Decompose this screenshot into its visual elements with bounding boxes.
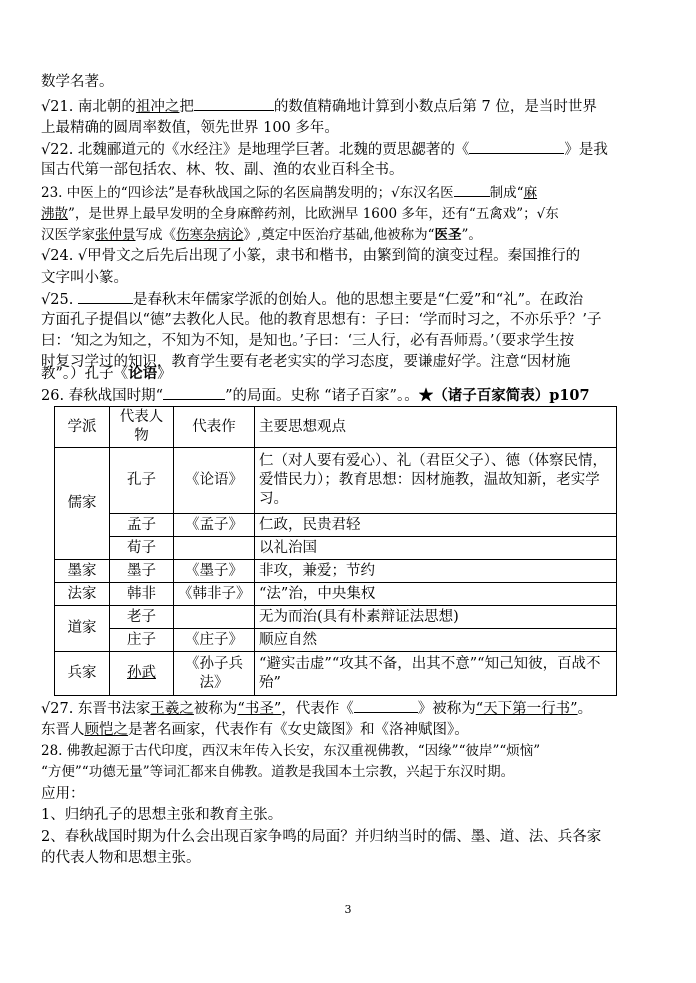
person-cell: 韩非 (110, 583, 174, 606)
work-cell: 《论语》 (174, 448, 255, 514)
section-heading: 应用： (41, 786, 85, 802)
item-22: √22. 北魏郦道元的《水经注》是地理学巨著。北魏的贾思勰著的《 》是我 (41, 139, 608, 160)
highlighted-name: 王羲之 (150, 701, 194, 717)
text-line: 文字叫小篆。 (41, 270, 128, 286)
header-cell: 主要思想观点 (255, 407, 617, 448)
school-cell: 道家 (55, 606, 110, 652)
highlighted-name: 麻 (523, 185, 538, 201)
text-line: 国古代第一部包括农、林、牧、副、渔的农业百科全书。 (41, 162, 404, 178)
work-cell: 《孙子兵法》 (174, 652, 255, 696)
table-row (55, 652, 617, 696)
item-25: √25. 是春秋末年儒家学派的创始人。他的思想主要是“仁爱”和“礼”。在政治 (41, 289, 583, 310)
item-23: 23. 中医上的“四诊法”是春秋战国之际的名医扁鹊发明的；√东汉名医 制成“麻 (41, 182, 537, 203)
text-line: 曰：‘知之为知之，不知为不知，是知也。’子曰：‘三人行，必有吾师焉。’（要求学生按 (41, 333, 575, 349)
question-1: 1、归纳孔子的思想主张和教育主张。 (41, 807, 283, 823)
work-cell: 《庄子》 (174, 629, 255, 652)
idea-cell: 以礼治国 (255, 537, 617, 560)
highlighted-name: 沸散 (41, 206, 68, 222)
idea-cell: “避实击虚”“攻其不备，出其不意”“知己知彼，百战不殆” (255, 652, 617, 696)
table-row (55, 560, 617, 583)
highlighted-name: “天下第一行书” (475, 701, 578, 717)
person-cell: 孟子 (110, 514, 174, 537)
idea-cell: 无为而治(具有朴素辩证法思想) (255, 606, 617, 629)
work-cell: 《墨子》 (174, 560, 255, 583)
bold-term: ★（诸子百家简表）p107 (418, 387, 590, 404)
work-cell (174, 537, 255, 560)
idea-cell: 非攻，兼爱；节约 (255, 560, 617, 583)
table-row (55, 537, 617, 560)
highlighted-name: 祖冲之 (135, 99, 180, 115)
idea-cell: 仁（对人要有爱心）、礼（君臣父子）、德（体察民情，爱惜民力）；教育思想：因材施教，温故知新，老实学习。 (255, 448, 617, 514)
text-line: 上最精确的圆周率数值，领先世界 100 多年。 (41, 120, 339, 136)
header-cell: 代表人物 (110, 407, 174, 448)
table-row (55, 514, 617, 537)
person-cell: 孔子 (110, 448, 174, 514)
table-row (55, 583, 617, 606)
text-line: 沸散”，是世界上最早发明的全身麻醉药剂，比欧洲早 1600 多年，还有“五禽戏”；√东 (41, 206, 559, 222)
school-cell: 墨家 (55, 560, 110, 583)
table-row (55, 606, 617, 629)
text-line: 汉医学家张仲景写成《伤寒杂病论》,奠定中医治疗基础,他被称为“医圣”。 (41, 227, 482, 243)
person-cell: 荀子 (110, 537, 174, 560)
highlighted-name: 伤寒杂病论 (176, 227, 244, 243)
text-line: 数学名著。 (41, 74, 114, 90)
bold-term: 论语 (128, 365, 158, 382)
fill-blank (354, 698, 418, 713)
idea-cell: 仁政，民贵君轻 (255, 514, 617, 537)
school-cell: 儒家 (55, 448, 110, 560)
work-cell: 《孟子》 (174, 514, 255, 537)
table-header-row (55, 407, 617, 448)
text-line: “方便”“功德无量”等词汇都来自佛教。道教是我国本土宗教，兴起于东汉时期。 (41, 764, 515, 780)
table-row (55, 629, 617, 652)
item-24: √24. √甲骨文之后先后出现了小篆，隶书和楷书，由繁到简的演变过程。秦国推行的 (41, 248, 581, 264)
highlighted-name: 顾恺之 (84, 722, 128, 738)
item-27: √27. 东晋书法家王羲之被称为“书圣”，代表作《 》被称为“天下第一行书”。 (41, 698, 592, 719)
text-line: 的代表人物和思想主张。 (41, 850, 201, 866)
question-2: 2、春秋战国时期为什么会出现百家争鸣的局面？并归纳当时的儒、墨、道、法、兵各家 (41, 829, 602, 845)
highlighted-name: “书圣” (237, 701, 282, 717)
fill-blank (163, 385, 225, 400)
person-cell: 老子 (110, 606, 174, 629)
school-cell: 兵家 (55, 652, 110, 696)
person-cell: 孙武 (110, 652, 174, 696)
fill-blank (454, 182, 490, 197)
person-cell: 墨子 (110, 560, 174, 583)
item-26: 26. 春秋战国时期“ ”的局面。史称 “诸子百家”。。★（诸子百家简表）p107 (41, 387, 590, 404)
idea-cell: 顺应自然 (255, 629, 617, 652)
text-line: 方面孔子提倡以“德”去教化人民。他的教育思想有：子曰：‘学而时习之，不亦乐乎？’子 (41, 312, 602, 328)
bold-term: 医圣 (434, 227, 462, 243)
item-28: 28. 佛教起源于古代印度，西汉末年传入长安，东汉重视佛教，“因缘”“彼岸”“烦恼” (41, 743, 541, 759)
page-number: 3 (344, 903, 352, 916)
work-cell (174, 606, 255, 629)
person-cell: 庄子 (110, 629, 174, 652)
work-cell: 《韩非子》 (174, 583, 255, 606)
text-line: 东晋人顾恺之是著名画家，代表作有《女史箴图》和《洛神赋图》。 (41, 722, 469, 738)
fill-blank (469, 139, 564, 154)
item-21: √21. 南北朝的祖冲之把 的数值精确地计算到小数点后第 7 位，是当时世界 (41, 96, 597, 117)
school-cell: 法家 (55, 583, 110, 606)
table-row (55, 448, 617, 514)
header-cell: 代表作 (174, 407, 255, 448)
fill-blank (194, 96, 274, 111)
fill-blank (78, 289, 133, 304)
text-line: 时复习学过的知识，教育学生要有老老实实的学习态度，要谦虚好学。注意“因材施 (41, 354, 571, 370)
text-line: 教”。）孔子《论语》 (41, 365, 172, 382)
highlighted-name: 张仲景 (95, 227, 136, 243)
schools-table (54, 406, 617, 696)
idea-cell: “法”治，中央集权 (255, 583, 617, 606)
header-cell: 学派 (55, 407, 110, 448)
